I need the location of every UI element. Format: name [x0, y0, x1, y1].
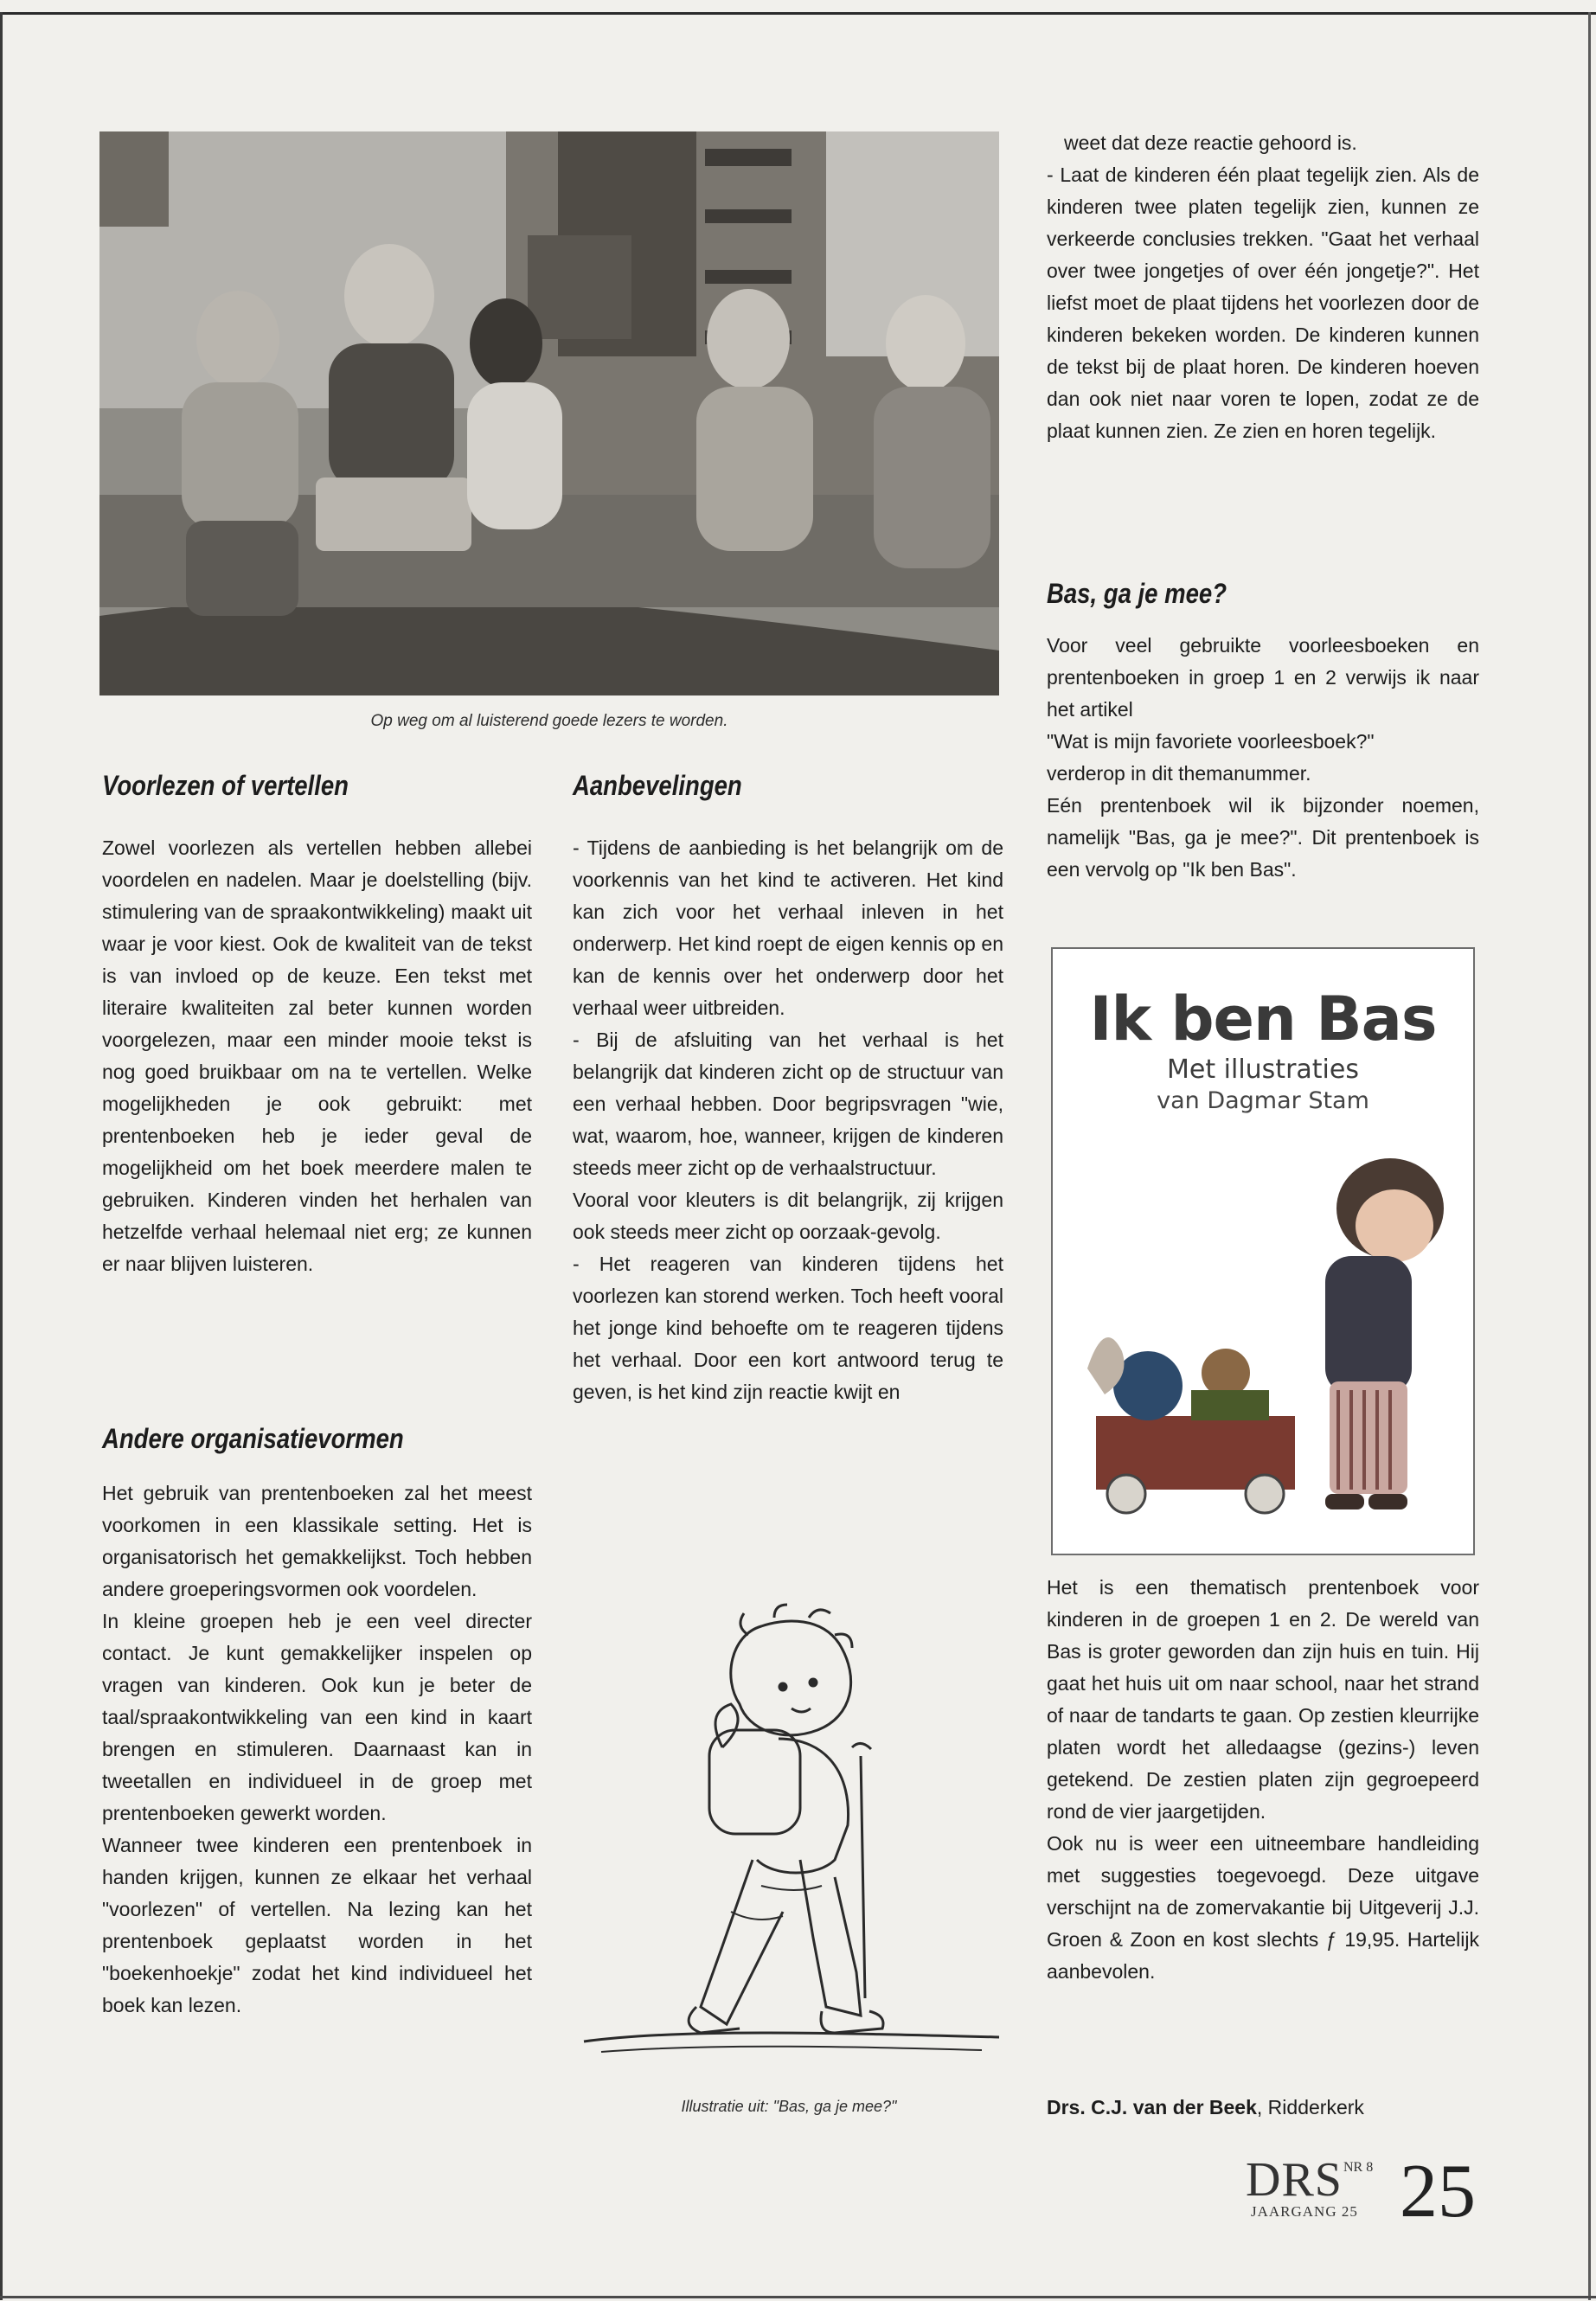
paragraph: Het is een thematisch prentenboek voor kinderen in de groepen 1 en 2. De wereld van Bas is groter geworden dan zijn huis en tuin. Hij gaat het huis uit om naar school, naar het strand of naar de tandarts te gaan. Op zestien kleurrijke platen wordt het alledaagse (gezins-) leven getekend. De zestien platen zijn gegroepeerd rond de vier jaargetijden.	[1047, 1576, 1479, 1823]
paragraph: Ook nu is weer een uitneembare handleiding met suggesties toegevoegd. Deze uitgave verschijnt na de zomervakantie bij Uitgeverij J.J. Groen & Zoon en kost slechts ƒ 19,95. Hartelijk aanbevolen.	[1047, 1832, 1479, 1983]
left-column	[102, 832, 532, 1280]
paragraph: "Wat is mijn favoriete voorleesboek?"	[1047, 730, 1375, 753]
issue-number: NR 8	[1343, 2160, 1374, 2175]
bas-illustration	[575, 1600, 1008, 2067]
cover-illustration	[1053, 1131, 1473, 1554]
bullet-item: - Het reageren van kinderen tijdens het voorlezen kan storend werken. Toch heeft vooral het jonge kind behoefte om te reageren tijdens het verhaal. Door een kort antwoord terug te geven, is het kind zijn reactie kwijt en	[573, 1253, 1003, 1403]
paragraph: Eén prentenboek wil ik bijzonder noemen, namelijk "Bas, ga je mee?". Dit prentenboek is een vervolg op "Ik ben Bas".	[1047, 794, 1479, 881]
right-column-mid	[1047, 630, 1479, 886]
page-number: 25	[1400, 2150, 1476, 2234]
right-column-top	[1047, 127, 1479, 447]
paragraph: verderop in dit themanummer.	[1047, 762, 1311, 785]
cover-subtitle: Met illustraties	[1167, 1054, 1359, 1085]
left-column-2	[102, 1477, 532, 2022]
paragraph: Wanneer twee kinderen een prentenboek in handen krijgen, kunnen ze elkaar het verhaal "voorlezen" of vertellen. Na lezing kan het prentenboek geplaatst worden in het "boekenhoekje" zodat het kind individueel het boek kan lezen.	[102, 1834, 532, 2016]
heading-aanbevelingen: Aanbevelingen	[573, 770, 742, 801]
author-line	[1047, 2092, 1479, 2124]
author-place: , Ridderkerk	[1256, 2096, 1364, 2118]
paragraph: Het gebruik van prentenboeken zal het meest voorkomen in een klassikale setting. Het is organisatorisch het gemakkelijkst. Toch hebben andere groeperingsvormen ook voordelen.	[102, 1482, 532, 1600]
author-name: Drs. C.J. van der Beek	[1047, 2096, 1257, 2118]
volume-label: JAARGANG 25	[1251, 2203, 1358, 2220]
bullet-item: - Bij de afsluiting van het verhaal is het belangrijk dat kinderen zicht op de structuur van een verhaal hebben. Door begripsvragen "wie, wat, waarom, hoe, wanneer, krijgen de kinderen steeds meer zicht op de verhaalstructuur.	[573, 1029, 1003, 1179]
bullet-item: - Laat de kinderen één plaat tegelijk zien. Als de kinderen twee platen tegelijk zien, kunnen ze verkeerde conclusies trekken. "Gaat het verhaal over twee jongetjes of over één jongetje?". Het liefst moet de plaat tijdens het voorlezen door de kinderen bekeken worden. De kinderen kunnen de tekst bij de plaat horen. De kinderen hoeven dan ook niet naar voren te lopen, zodat ze de plaat kunnen zien. Ze zien en horen tegelijk.	[1047, 163, 1479, 442]
page-border-top	[0, 12, 1596, 15]
bullet-item: - Tijdens de aanbieding is het belangrijk om de voorkennis van het kind te activeren. Het kind kan zich voor het verhaal inleven in het onderwerp. Het kind roept de eigen kennis op en kan de kennis over het onderwerp door het verhaal weer uitbreiden.	[573, 836, 1003, 1019]
paragraph: In kleine groepen heb je een veel directer contact. Je kunt gemakkelijker inspelen op vragen van kinderen. Ook kun je beter de taal/spraakontwikkeling van een kind in kaart brengen en stimuleren. Daarnaast kan in tweetallen en individueel in de groep met prentenboeken gewerkt worden.	[102, 1610, 532, 1824]
heading-voorlezen: Voorlezen of vertellen	[102, 770, 349, 801]
cover-title: Ik ben Bas	[1089, 984, 1437, 1054]
classroom-photo	[99, 131, 999, 695]
paragraph: weet dat deze reactie gehoord is.	[1064, 131, 1357, 154]
magazine-logo: DRS	[1246, 2153, 1343, 2207]
cover-illustrator: van Dagmar Stam	[1157, 1087, 1369, 1114]
middle-column	[573, 832, 1003, 1408]
heading-bas-ga-je-mee: Bas, ga je mee?	[1047, 578, 1227, 609]
heading-organisatievormen: Andere organisatievormen	[102, 1423, 404, 1454]
photo-caption: Op weg om al luisterend goede lezers te worden.	[370, 712, 728, 730]
paragraph: Vooral voor kleuters is dit belangrijk, zij krijgen ook steeds meer zicht op oorzaak-gevolg.	[573, 1189, 1003, 1243]
right-column-bottom	[1047, 1572, 1479, 1988]
page-border-bottom	[0, 2296, 1596, 2298]
book-cover	[1051, 947, 1475, 1555]
paragraph: Zowel voorlezen als vertellen hebben allebei voordelen en nadelen. Maar je doelstelling (bijv. stimulering van de spraakontwikkeling) maakt uit waar je voor kiest. Ook de kwaliteit van de tekst is van invloed op de keuze. Een tekst met literaire kwaliteiten zal beter kunnen worden voorgelezen, maar een minder mooie tekst is nog goed bruikbaar om na te vertellen. Welke mogelijkheden je ook gebruikt: met prentenboeken heb je ieder geval de mogelijkheid om het boek meerdere malen te gebruiken. Kinderen vinden het herhalen van hetzelfde verhaal helemaal niet erg; ze kunnen er naar blijven luisteren.	[102, 836, 532, 1275]
page-border-right	[1588, 12, 1591, 2300]
page-border-left	[0, 12, 3, 2300]
illustration-caption: Illustratie uit: "Bas, ga je mee?"	[681, 2098, 897, 2115]
paragraph: Voor veel gebruikte voorleesboeken en prentenboeken in groep 1 en 2 verwijs ik naar het artikel	[1047, 634, 1479, 721]
